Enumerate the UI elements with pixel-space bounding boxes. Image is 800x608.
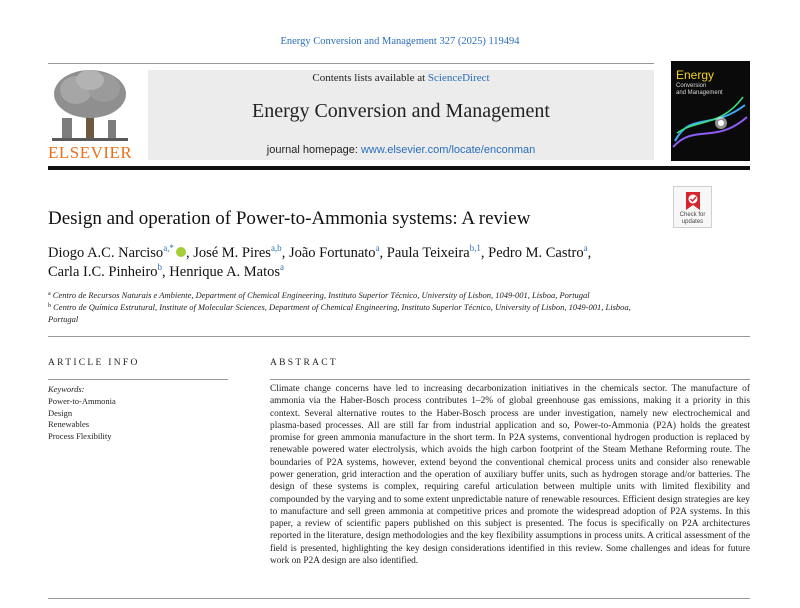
contents-line bbox=[148, 72, 654, 84]
orcid-icon[interactable] bbox=[176, 247, 186, 257]
abstract-heading: ABSTRACT bbox=[270, 358, 339, 368]
cover-artwork bbox=[671, 61, 750, 161]
journal-homepage-link[interactable]: www.elsevier.com/locate/enconman bbox=[360, 144, 536, 156]
author-separator: , bbox=[162, 264, 170, 280]
check-for-updates-badge[interactable] bbox=[673, 186, 712, 228]
journal-homepage-line bbox=[148, 144, 654, 156]
keyword-item: Process Flexibility bbox=[48, 431, 112, 442]
author-list bbox=[48, 244, 668, 282]
article-info-heading: ARTICLE INFO bbox=[48, 358, 140, 368]
author-affiliation-marker[interactable]: a,b bbox=[270, 243, 282, 253]
affiliation-text: Centro de Recursos Naturais e Ambiente, Department of Chemical Engineering, Instituto Superior Técnico, University of Lisbon, 1049-001, Lisboa, Portugal bbox=[52, 290, 590, 300]
abstract-text: Climate change concerns have led to increasing decarbonization initiatives in the chemicals sector. The manufacture of ammonia via the Haber-Bosch process contributes 1–2% of global greenhouse gas emissions, making it a priority in this context. Several alternative routes to the Haber-Bosch process are under investigation, namely new electrochemical and plasma-based processes. All are still far from industrial application and so, Power-to-Ammonia (P2A) holds the greatest promise for green ammonia manufacture in the short term. In P2A systems, conventional hydrogen production is replaced by renewable powered water electrolysis, which avoids the high carbon footprint of the Steam Methane Reforming route. The boundaries of P2A systems, however, extend beyond the conventional chemical process units and consider also renewable power generation, grid interaction and the operation of auxiliary buffer units, such as hydrogen storage and/or batteries. The design of these systems is complex, requiring careful articulation between multiple units with limited flexibility and compounded by the varying and to some extent unpredictable nature of renewable resources. Efficient design strategies are key to manufacture and sell green ammonia at competitive prices and promote the widespread adoption of P2A systems. In this paper, a review of scientific papers published on this subject is presented. The focus is specifically on P2A architectures reported in the literature, design methodologies and the key flexibility assumptions in process units. A critical assessment of the field is presented, highlighting the key design considerations identified in this review. Some challenges and ideas for future work on P2A design are also identified. bbox=[270, 384, 750, 566]
author-name[interactable]: Pedro M. Castro bbox=[488, 245, 584, 261]
check-updates-icon bbox=[682, 190, 704, 212]
article-info-rule bbox=[48, 379, 228, 380]
affiliation-mark: a bbox=[48, 291, 51, 297]
keywords-block bbox=[48, 384, 116, 443]
author-name[interactable]: João Fortunato bbox=[288, 245, 376, 261]
keyword-item: Renewables bbox=[48, 419, 90, 430]
check-updates-line2: updates bbox=[681, 218, 704, 225]
journal-title[interactable]: Energy Conversion and Management bbox=[252, 100, 550, 122]
affiliations bbox=[48, 289, 658, 325]
author-name[interactable]: Henrique A. Matos bbox=[169, 264, 281, 280]
contents-prefix: Contents lists available at bbox=[312, 72, 428, 84]
author-affiliation-marker[interactable]: a bbox=[375, 243, 380, 253]
author-separator: , bbox=[281, 245, 289, 261]
cover-subtitle-line1: Conversion bbox=[676, 83, 707, 89]
affiliation-mark: b bbox=[48, 303, 51, 309]
article-title: Design and operation of Power-to-Ammonia systems: A review bbox=[48, 208, 531, 229]
author-affiliation-marker[interactable]: b,1 bbox=[469, 243, 481, 253]
author-affiliation-marker[interactable]: b bbox=[157, 262, 163, 272]
cover-title: Energy bbox=[676, 68, 715, 82]
affiliation-item bbox=[48, 289, 658, 301]
section-divider bbox=[48, 336, 750, 337]
journal-citation[interactable]: Energy Conversion and Management 327 (2025) 119494 bbox=[280, 36, 520, 47]
bottom-divider bbox=[48, 598, 750, 599]
author-affiliation-marker[interactable]: a,* bbox=[163, 243, 174, 253]
cover-subtitle-line2: and Management bbox=[676, 90, 723, 96]
author-name[interactable]: Paula Teixeira bbox=[386, 245, 470, 261]
author-name[interactable]: Diogo A.C. Narciso bbox=[48, 245, 164, 261]
author-affiliation-marker[interactable]: a bbox=[583, 243, 588, 253]
abstract-rule bbox=[270, 379, 750, 380]
publisher-name: ELSEVIER bbox=[48, 143, 133, 162]
affiliation-item bbox=[48, 301, 658, 325]
affiliation-text: Centro de Química Estrutural, Institute of Molecular Sciences, Department of Chemical Engineering, Instituto Superior Técnico, University of Lisbon, 1049-001, Lisboa, Portugal bbox=[48, 302, 631, 324]
author-name[interactable]: José M. Pires bbox=[193, 245, 271, 261]
sciencedirect-link[interactable]: ScienceDirect bbox=[427, 72, 490, 84]
journal-cover-image[interactable] bbox=[671, 61, 750, 161]
check-updates-line1: Check for bbox=[679, 212, 706, 218]
author-separator: , bbox=[480, 245, 489, 261]
header-top-rule bbox=[48, 63, 654, 64]
keywords-label: Keywords: bbox=[48, 384, 85, 394]
keyword-item: Design bbox=[48, 407, 73, 418]
keyword-item: Power-to-Ammonia bbox=[48, 395, 116, 406]
author-name[interactable]: Carla I.C. Pinheiro bbox=[48, 264, 158, 280]
author-affiliation-marker[interactable]: a bbox=[280, 262, 285, 272]
header-thick-rule bbox=[48, 166, 750, 170]
journal-banner bbox=[148, 70, 654, 160]
author-separator: , bbox=[185, 245, 194, 261]
author-separator: , bbox=[379, 245, 387, 261]
homepage-prefix: journal homepage: bbox=[266, 144, 361, 156]
author-separator: , bbox=[587, 245, 592, 261]
